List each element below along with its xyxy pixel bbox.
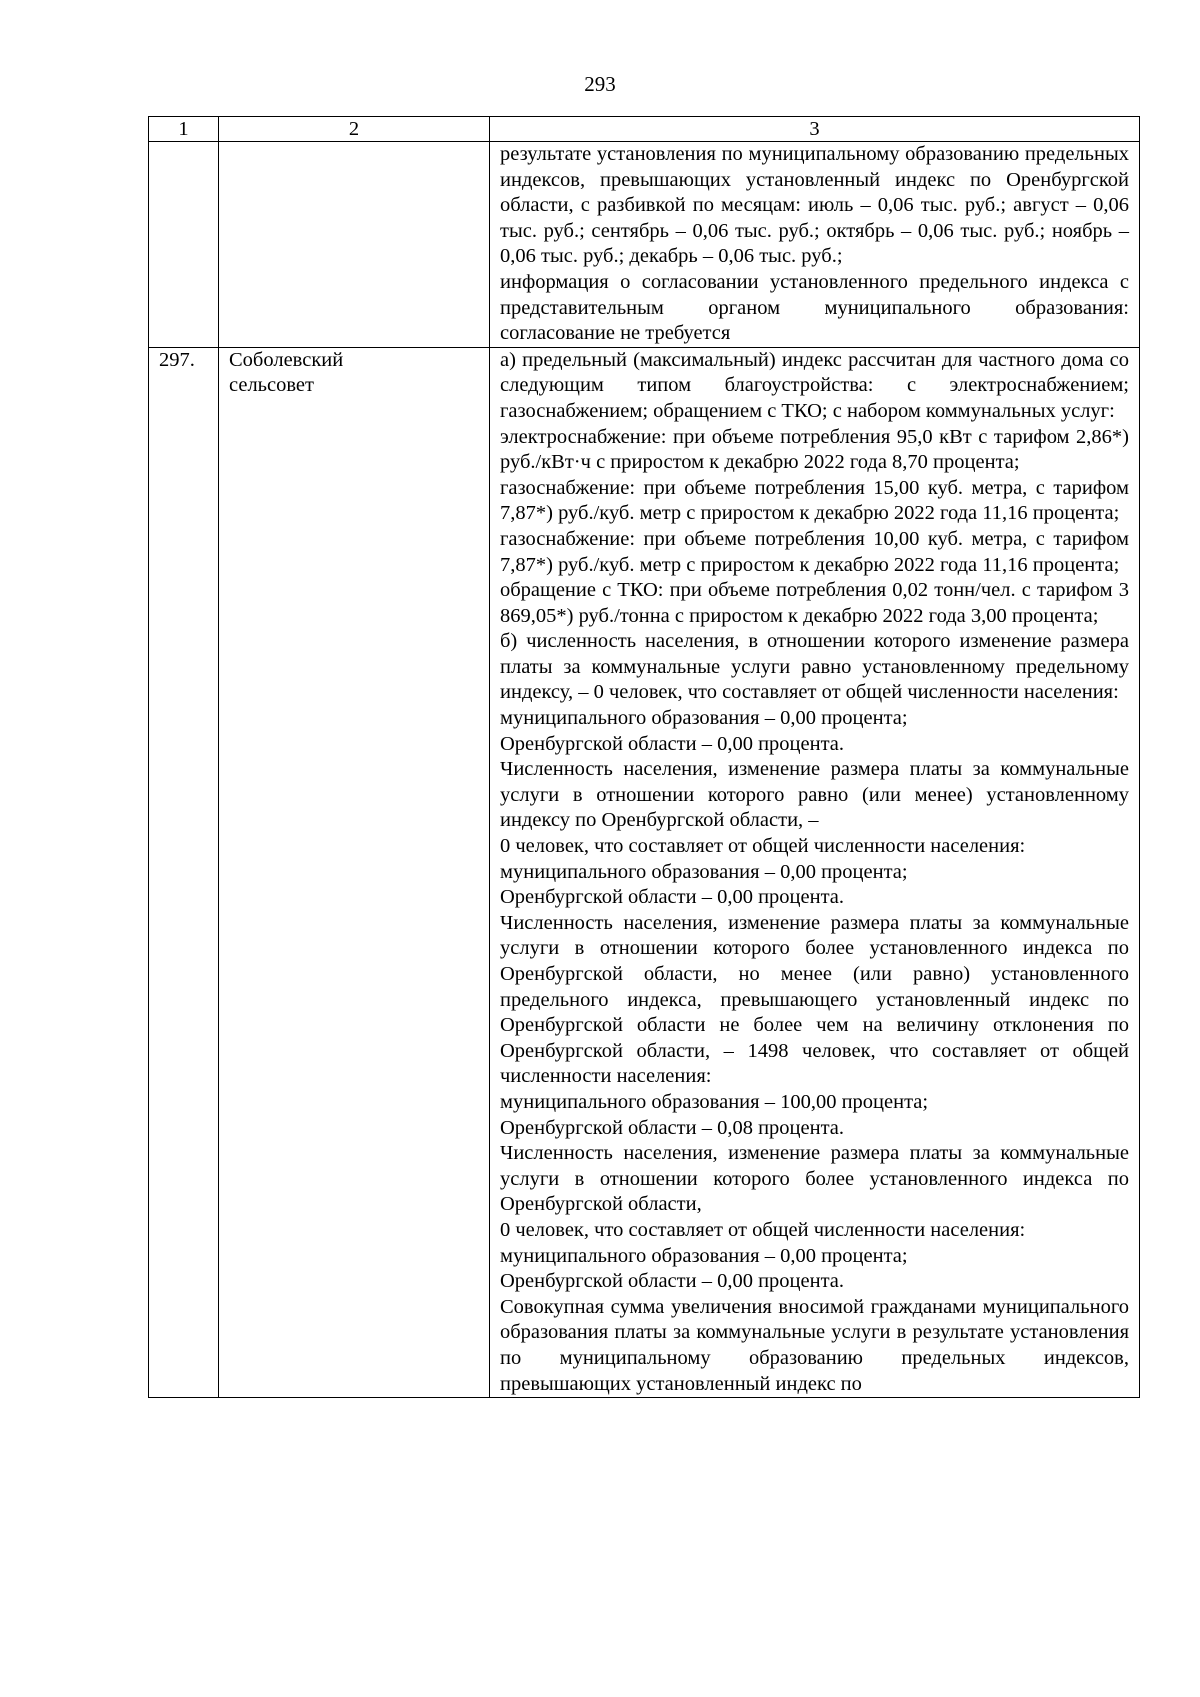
table-header-row [149,117,1140,142]
paragraph: муниципального образования – 0,00 процента; [500,1244,908,1267]
row-name-cell [219,142,490,348]
data-table [148,116,1140,1398]
paragraph: 0 человек, что составляет от общей численности населения: [500,835,1026,858]
paragraph: Численность населения, изменение размера платы за коммунальные услуги в отношении которого более установленного индекса по Оренбургской области, но менее (или равно) установленного предельного индекса, превышающего установленный индекс по Оренбургской области не более чем на величину отклонения по Оренбургской области, – 1498 человек, что составляет от общей численности населения: [500,911,1129,1088]
table-row-continuation [149,142,1140,348]
header-col-1: 1 [149,117,219,142]
paragraph: Совокупная сумма увеличения вносимой гражданами муниципального образования платы за коммунальные услуги в результате установления по муниципальному образованию предельных индексов, превышающих установленный индекс по [500,1295,1129,1395]
row-content-cell [490,347,1140,1397]
paragraph: Численность населения, изменение размера платы за коммунальные услуги в отношении которого более установленного индекса по Оренбургской области, [500,1142,1129,1216]
page-number: 293 [584,72,616,96]
paragraph: результате установления по муниципальному образованию предельных индексов, превышающих установленный индекс по Оренбургской области, с разбивкой по месяцам: июль – 0,06 тыс. руб.; август – 0,06 тыс. руб.; сентябрь – 0,06 тыс. руб.; октябрь – 0,06 тыс. руб.; ноябрь – 0,06 тыс. руб.; декабрь – 0,06 тыс. руб.; [500,143,1129,268]
paragraph: газоснабжение: при объеме потребления 10,00 куб. метра, с тарифом 7,87*) руб./куб. метр с приростом к декабрю 2022 года 11,16 процента; [500,527,1129,576]
paragraph: газоснабжение: при объеме потребления 15,00 куб. метра, с тарифом 7,87*) руб./куб. метр с приростом к декабрю 2022 года 11,16 процента; [500,476,1129,525]
header-col-3: 3 [490,117,1140,142]
paragraph: Оренбургской области – 0,00 процента. [500,732,845,755]
paragraph: б) численность населения, в отношении которого изменение размера платы за коммунальные услуги равно установленному предельному индексу, – 0 человек, что составляет от общей численности населения: [500,630,1129,704]
paragraph: информация о согласовании установленного предельного индекса с представительным органом муниципального образования: согласование не требуется [500,270,1129,345]
row-number-cell: 297. [149,347,219,1397]
table-row-297 [149,347,1140,1397]
paragraph: Оренбургской области – 0,00 процента. [500,1270,845,1293]
paragraph: 0 человек, что составляет от общей численности населения: [500,1218,1026,1241]
paragraph: обращение с ТКО: при объеме потребления 0,02 тонн/чел. с тарифом 3 869,05*) руб./тонна с приростом к декабрю 2022 года 3,00 процента; [500,579,1129,627]
municipality-name-line1: Соболевский [229,348,344,371]
municipality-name-line2: сельсовет [229,374,314,397]
row-number-cell [149,142,219,348]
paragraph: Оренбургской области – 0,08 процента. [500,1116,845,1139]
paragraph: муниципального образования – 0,00 процента; [500,707,908,730]
paragraph: муниципального образования – 100,00 процента; [500,1090,929,1113]
paragraph: электроснабжение: при объеме потребления 95,0 кВт с тарифом 2,86*) руб./кВт·ч с приростом к декабрю 2022 года 8,70 процента; [500,425,1129,474]
row-content-cell [490,142,1140,348]
header-col-2: 2 [219,117,490,142]
paragraph: Численность населения, изменение размера платы за коммунальные услуги в отношении которого равно (или менее) установленному индексу по Оренбургской области, – [500,758,1129,832]
paragraph: муниципального образования – 0,00 процента; [500,860,908,883]
row-name-cell [219,347,490,1397]
paragraph: Оренбургской области – 0,00 процента. [500,886,845,909]
paragraph: а) предельный (максимальный) индекс рассчитан для частного дома со следующим типом благоустройства: с электроснабжением; газоснабжением; обращением с ТКО; с набором коммунальных услуг: [500,348,1129,422]
